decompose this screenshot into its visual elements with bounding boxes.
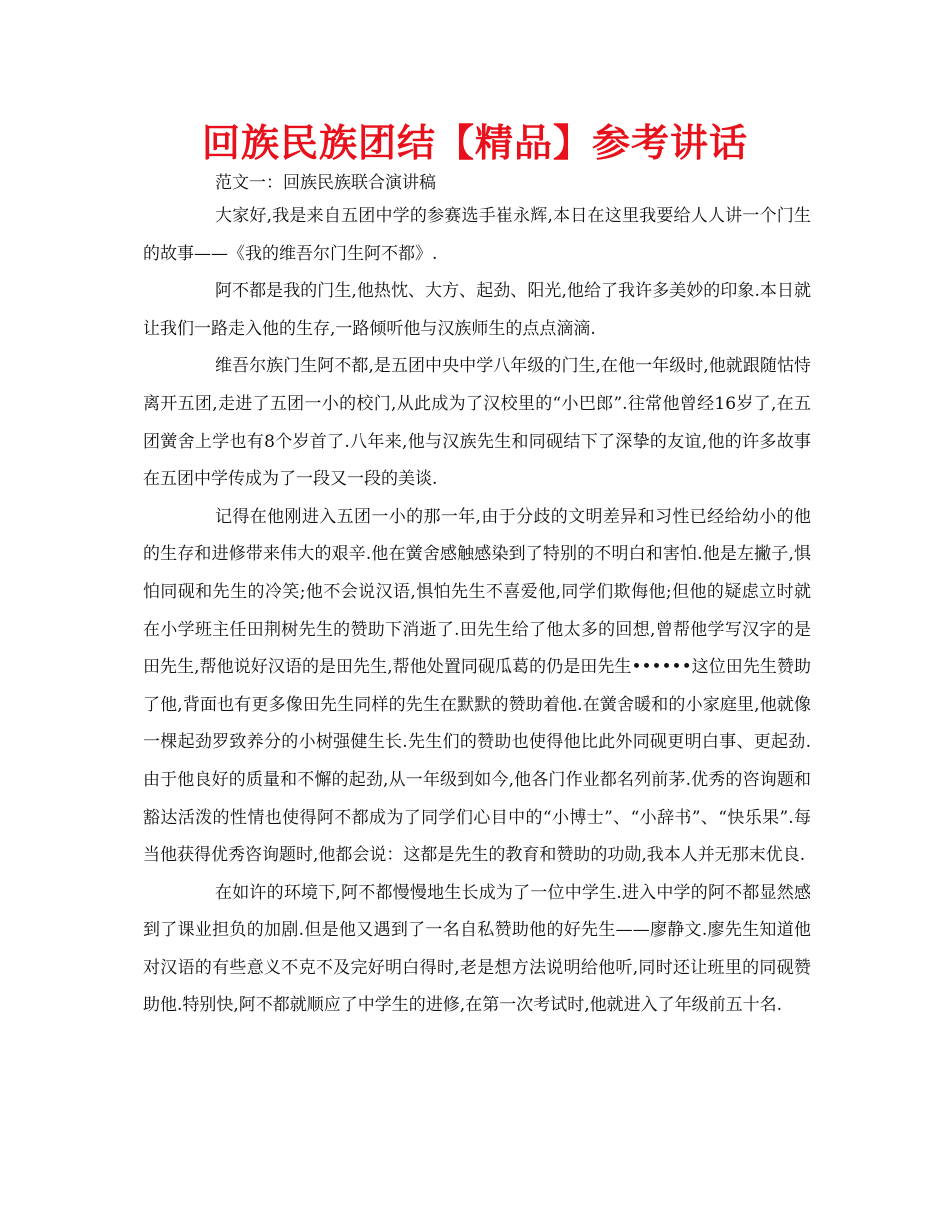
paragraph-1: 大家好,我是来自五团中学的参赛选手崔永辉,本日在这里我要给人人讲一个门生的故事——《我的维吾尔门生阿不都》. [143,206,811,264]
document-title: 回族民族团结【精品】参考讲话 [201,121,748,165]
paragraph-4: 记得在他刚进入五团一小的那一年,由于分歧的文明差异和习性已经给幼小的他的生存和进修带来伟大的艰辛.他在黉舍感触感染到了特别的不明白和害怕.他是左撇子,惧怕同砚和先生的冷笑;他不会说汉语,惧怕先生不喜爱他,同学们欺侮他;但他的疑虑立时就在小学班主任田荆树先生的赞助下消逝了.田先生给了他太多的回想,曾帮他学写汉字的是田先生,帮他说好汉语的是田先生,帮他处置同砚瓜葛的仍是田先生••••••这位田先生赞助了他,背面也有更多像田先生同样的先生在默默的赞助着他.在黉舍暖和的小家庭里,他就像一棵起劲罗致养分的小树强健生长.先生们的赞助也使得他比此外同砚更明白事、更起劲.由于他良好的质量和不懈的起劲,从一年级到如今,他各门作业都名列前茅.优秀的咨询题和豁达活泼的性情也使得阿不都成为了同学们心目中的“小博士”、“小辞书”、“快乐果”.每当他获得优秀咨询题时,他都会说：这都是先生的教育和赞助的功勋,我本人并无那末优良. [143,506,811,866]
paragraph-5: 在如许的环境下,阿不都慢慢地生长成为了一位中学生.进入中学的阿不都显然感到了课业担负的加剧.但是他又遇到了一名自私赞助他的好先生——廖静文.廖先生知道他对汉语的有些意义不克不及完好明白得时,老是想方法说明给他听,同时还让班里的同砚赞助他.特别快,阿不都就顺应了中学生的进修,在第一次考试时,他就进入了年级前五十名. [143,882,811,1016]
paragraph-2: 阿不都是我的门生,他热忱、大方、起劲、阳光,他给了我许多美妙的印象.本日就让我们一路走入他的生存,一路倾听他与汉族师生的点点滴滴. [143,281,811,339]
document-subtitle: 范文一：回族民族联合演讲稿 [215,173,436,193]
document-body [143,168,811,1025]
paragraph-3: 维吾尔族门生阿不都,是五团中央中学八年级的门生,在他一年级时,他就跟随怙恃离开五团,走进了五团一小的校门,从此成为了汉校里的“小巴郎”.往常他曾经16岁了,在五团黉舍上学也有8个岁首了.八年来,他与汉族先生和同砚结下了深挚的友谊,他的许多故事在五团中学传成为了一段又一段的美谈. [143,356,811,490]
